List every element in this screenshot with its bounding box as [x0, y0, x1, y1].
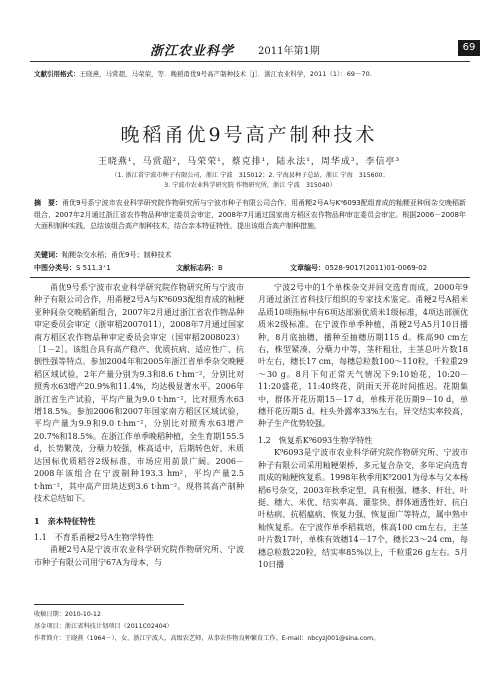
clc-value: S 511.3⁺1: [76, 264, 111, 272]
document-code-label: 文献标志码：: [176, 264, 218, 272]
body-paragraph: 甬粳2号A是宁波市农业科学研究院作物研究所、宁波市种子有限公司用宁67A为母本，与: [34, 545, 244, 567]
abstract: [34, 198, 466, 233]
document-code-value: B: [218, 264, 223, 272]
document-code: [176, 263, 223, 273]
clc-number: [34, 263, 111, 273]
footnote-rule: [34, 604, 184, 605]
body-column-left: [34, 282, 244, 569]
affiliation-line-2: 3. 宁波市农业科学研究院 作物研究所，浙江 宁波 315040）: [164, 182, 336, 189]
affiliation-block: [60, 171, 440, 191]
issue-label: 2011年第1期: [258, 46, 320, 57]
keywords-text: 籼粳杂交水稻；甬优9号；制种技术: [62, 251, 172, 259]
received-date: 收稿日期：2010-10-12: [34, 611, 101, 618]
fund-info: 基金项目：浙江省科技计划项目（2011C02404）: [34, 623, 173, 630]
subsection-heading: 1.2 恢复系K⁹6093生物学特性: [258, 435, 373, 445]
article-id-label: 文章编号：: [290, 264, 325, 272]
clc-label: 中图分类号：: [34, 264, 76, 272]
abstract-text: 甬优9号系宁波市农业科学研究院作物研究所与宁波市种子有限公司合作，用甬粳2号A与K⁹6093配组育成的籼粳亚种间杂交晚稻新组合，2007年2月通过浙江省农作物品种审定委员会审定，2008年7月通过国家南方稻区农作物品种审定委员会审定。根据2006－2008年大面积制种实践，总结该组合高产制种技术，结合亲本特征特性，提出该组合高产制种措施。: [34, 199, 467, 230]
article-id-value: 0528-9017(2011)01-0069-02: [325, 264, 428, 272]
keywords-label: 关键词：: [34, 251, 62, 259]
citation-text: 王晓燕，马赏超，马荣荣，等．晚稻甬优9号高产制种技术［J］．浙江农业科学，2011（1）：69－70.: [79, 70, 372, 78]
section-heading: 1 亲本特征特性: [34, 516, 96, 527]
footnote: [34, 609, 474, 645]
header-rule: [30, 61, 470, 62]
body-paragraph: K⁹6093是宁波市农业科学研究院作物研究所、宁波市种子有限公司采用籼粳架桥，多元复合杂交，多年定向选育而成的籼粳恢复系。1998年秋季用K⁹2001为母本与父本杨稻6号杂交，2003年秋季定型，具有根强、穗多、秆壮、叶挺、穗大、米优、结实率高、灌浆快、群体通透性好、抗白叶枯病、抗稻瘟病、恢复力强、恢复面广等特点，属中熟中籼恢复系。在宁波作单季稻栽培，株高100 cm左右，主茎叶片数17叶，单株有效穗14－17个，穗长23～24 cm，每穗总粒数220粒，结实率85%以上，千粒重26 g左右。5月10日播: [258, 448, 468, 569]
citation-block: [34, 69, 474, 79]
body-column-right: [258, 282, 468, 571]
page-number-badge: 69: [458, 40, 480, 56]
body-paragraph: 甬优9号系宁波市农业科学研究院作物研究所与宁波市种子有限公司合作，用甬粳2号A与K⁹6093配组育成的籼粳亚种间杂交晚稻新组合，2007年2月通过浙江省农作物品种审定委员会审定（浙审稻2007011），2008年7月通过国家南方稻区农作物品种审定委员会审定（国审稻2008023）［1－2］。该组合具有高产稳产、优质抗病、适应性广、抗倒性强等特点。参加2004年和2005年浙江省单季杂交晚粳稻区域试验，2年产量分别为9.3和8.6 t·hm⁻²，分别比对照秀水63增产20.9%和11.4%，均达极显著水平。2006年浙江省生产试验，平均产量为9.0 t·hm⁻²，比对照秀水63增18.5%。参加2006和2007年国家南方稻区区域试验，平均产量为9.9和9.0 t·hm⁻²，分别比对照秀水63增产20.7%和18.5%。在浙江作单季晚稻种植，全生育期155.5 d，长势繁茂，分蘖力较强，株高适中，后期转色好，米质达国标优质稻谷2级标准，市场应用前景广阔。2006－2008年该组合在宁波制种193.3 hm²，平均产量2.5 t·hm⁻²，其中高产田块达到3.6 t·hm⁻²。现将其高产制种技术总结如下。: [34, 283, 244, 503]
article-id: [290, 263, 427, 273]
author-list: 王晓燕¹，马赏超²，马荣荣¹，蔡克排¹，陆永法¹，周华成³，李信亭³: [97, 157, 401, 167]
affiliation-line-1: （1. 浙江省宁波市种子有限公司，浙江 宁波 315012；2. 宁海县种子总站，浙江 宁海 315600；: [111, 172, 389, 179]
author-bio: 作者简介：王晓燕（1964－），女，浙江宁波人，高级农艺师，从事农作物良种繁育工作。E-mail：nbcyzj001@sina.com。: [34, 635, 380, 642]
article-title: 晚稻甬优9号高产制种技术: [120, 124, 378, 146]
journal-name: 浙江农业科学: [150, 44, 235, 59]
body-paragraph: 宁波2号中的1个单株杂交并回交选育而成，2000年9月通过浙江省科技厅组织的专家技术鉴定。甬粳2号A稻米品质10项指标中有6项达部颁优质米1级标准，4项达部颁优质米2级标准。在宁波作单季种植，甬粳2号A5月10日播种，8月底抽穗，播种至抽穗历期115 d。株高90 cm左右，株型紧凑，分蘖力中等，茎秆粗壮，主茎总叶片数18叶左右，穗长17 cm，每穗总粒数100～110粒，千粒重29～30 g。8月下旬正常天气情况下9:10始花，10:20－11:20盛花，11:40终花，阴雨天开花时间推迟。花期集中，群体开花历期15－17 d，单株开花历期9－10 d，单穗开花历期5 d。柱头外露率33%左右，异交结实率较高，种子生产优势较强。: [258, 283, 468, 429]
subsection-heading: 1.1 不育系甬粳2号A生物学特性: [34, 532, 154, 542]
abstract-label: 摘 要：: [34, 199, 63, 207]
abstract-rule: [30, 277, 470, 278]
citation-label: 文献引用格式：: [34, 70, 80, 78]
keywords: [34, 250, 466, 260]
